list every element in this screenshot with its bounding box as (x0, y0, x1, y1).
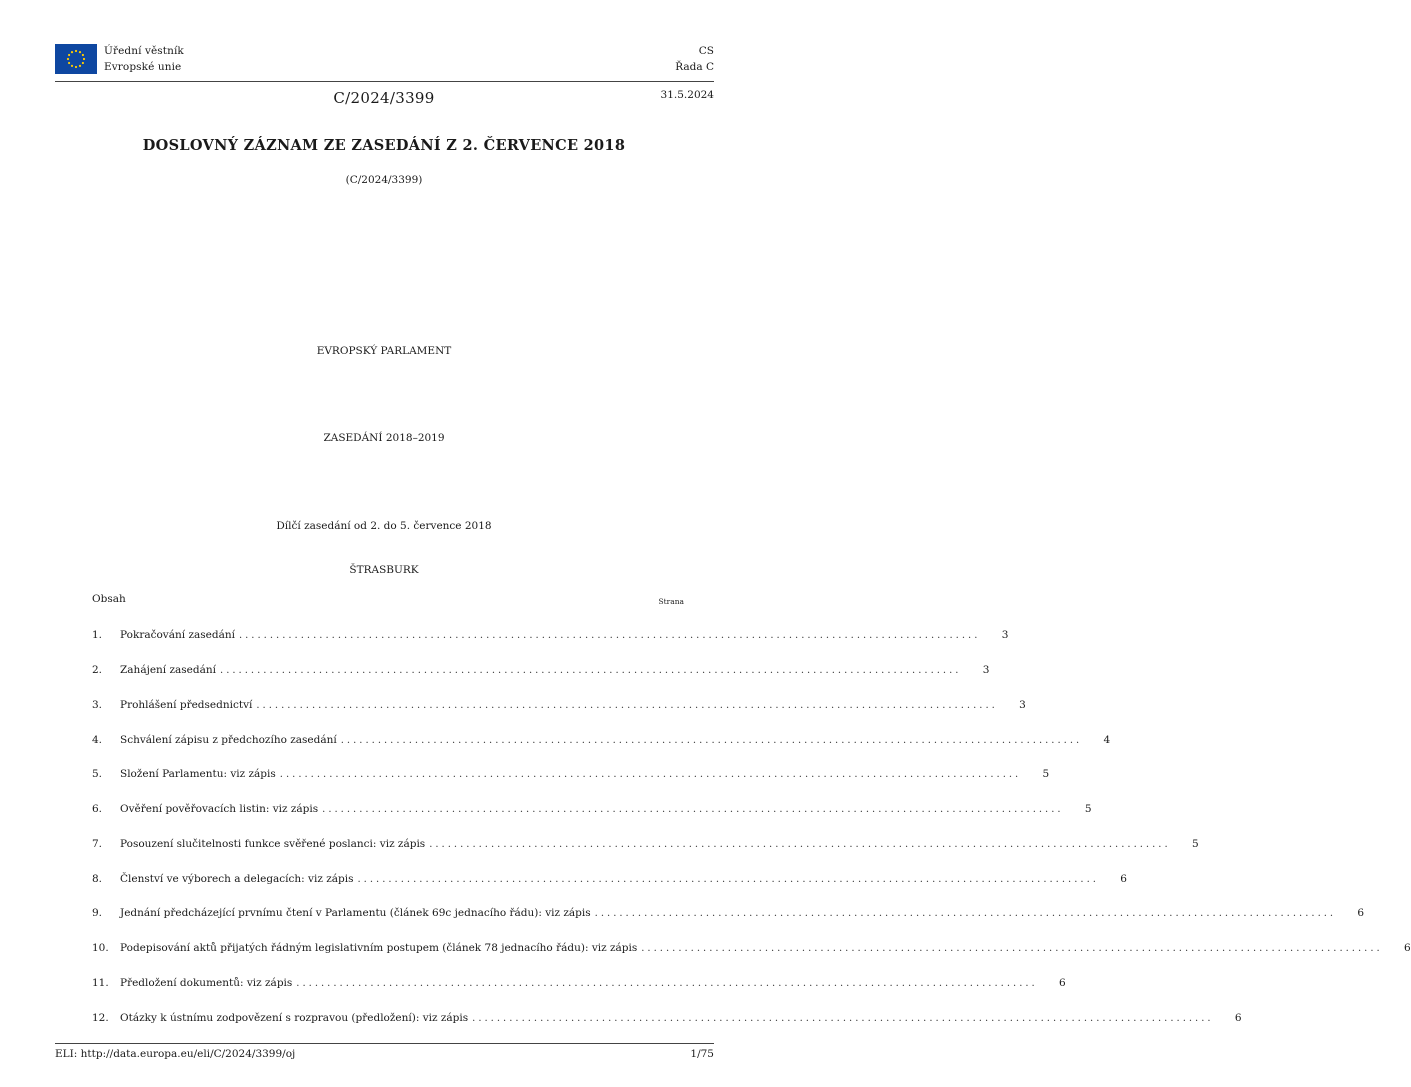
toc-item (92, 838, 1199, 854)
document-reference: (C/2024/3399) (345, 174, 423, 186)
journal-name-line1: Úřední věstník (104, 45, 184, 57)
toc-item-number: 10. (92, 942, 109, 954)
toc-item (92, 873, 1127, 889)
toc-item-page: 6 (1404, 942, 1411, 954)
toc-item-page: 3 (1019, 699, 1026, 711)
toc-item (92, 768, 1050, 784)
header-divider (55, 81, 714, 82)
toc-item-number: 11. (92, 977, 109, 989)
series-label: Řada C (675, 61, 714, 73)
toc-item-page: 5 (1191, 838, 1199, 850)
toc-item-page: 4 (1103, 734, 1111, 746)
toc-item-title: Schválení zápisu z předchozího zasedání (120, 734, 337, 746)
toc-item (92, 803, 1092, 819)
toc-item-number: 9. (92, 907, 103, 919)
toc-item-page: 3 (1001, 629, 1009, 641)
toc-item-number: 2. (92, 664, 103, 676)
toc-item-number: 7. (92, 838, 103, 850)
toc-item-title: Členství ve výborech a delegacích: viz zápis (120, 873, 354, 885)
toc-item (92, 734, 1111, 750)
toc-item-page: 6 (1059, 977, 1066, 989)
toc-item-page: 6 (1234, 1012, 1242, 1024)
toc-item-number: 12. (92, 1012, 109, 1024)
eu-flag-icon (55, 44, 97, 74)
toc-item-page: 5 (1042, 768, 1050, 780)
toc-item-number: 1. (92, 629, 103, 641)
toc-leader-dots: ........................................................................................................................ (472, 1013, 1214, 1024)
toc-item-title: Zahájení zasedání (120, 664, 217, 676)
toc-leader-dots: ........................................................................................................................ (238, 630, 981, 641)
toc-leader-dots: ........................................................................................................................ (279, 769, 1022, 780)
language-code: CS (698, 45, 714, 57)
toc-item-title: Ověření pověřovacích listin: viz zápis (120, 803, 319, 815)
eli-link[interactable]: ELI: http://data.europa.eu/eli/C/2024/3399/oj (55, 1048, 296, 1060)
toc-leader-dots: ........................................................................................................................ (220, 665, 962, 676)
toc-item-title: Prohlášení předsednictví (120, 699, 253, 711)
footer-divider (55, 1043, 714, 1044)
toc-item-title: Pokračování zasedání (120, 629, 235, 641)
toc-item-page: 6 (1357, 907, 1365, 919)
session-label: ZASEDÁNÍ 2018–2019 (323, 432, 445, 444)
toc-item-page: 3 (982, 664, 990, 676)
toc-leader-dots: ........................................................................................................................ (641, 943, 1383, 954)
toc-item-number: 4. (92, 734, 103, 746)
toc-item (92, 699, 1026, 715)
toc-leader-dots: ........................................................................................................................ (594, 908, 1337, 919)
toc-item-number: 6. (92, 803, 103, 815)
document-number: C/2024/3399 (333, 89, 435, 107)
institution-name: EVROPSKÝ PARLAMENT (316, 345, 452, 357)
toc-leader-dots: ........................................................................................................................ (256, 700, 998, 711)
document-title: DOSLOVNÝ ZÁZNAM ZE ZASEDÁNÍ Z 2. ČERVENCE 2018 (142, 137, 626, 154)
toc-item-number: 3. (92, 699, 103, 711)
toc-item (92, 907, 1365, 923)
toc-item-title: Posouzení slučitelnosti funkce svěřené poslanci: viz zápis (120, 838, 426, 850)
toc-leader-dots: ........................................................................................................................ (340, 735, 1083, 746)
toc-leader-dots: ........................................................................................................................ (429, 839, 1171, 850)
toc-leader-dots: ........................................................................................................................ (357, 874, 1099, 885)
toc-item-number: 5. (92, 768, 103, 780)
toc-item (92, 664, 990, 680)
toc-item (92, 1012, 1242, 1028)
page-number: 1/75 (690, 1048, 714, 1060)
part-session-label: Dílčí zasedání od 2. do 5. července 2018 (276, 520, 492, 532)
toc-item (92, 629, 1009, 645)
toc-item-page: 5 (1084, 803, 1092, 815)
place-label: ŠTRASBURK (349, 564, 419, 576)
toc-page-heading: Strana (658, 597, 684, 606)
toc-item-title: Otázky k ústnímu zodpovězení s rozpravou (předložení): viz zápis (120, 1012, 469, 1024)
toc-item-number: 8. (92, 873, 103, 885)
toc-item-title: Podepisování aktů přijatých řádným legislativním postupem (článek 78 jednacího řádu): viz zápis (120, 942, 638, 954)
toc-item-title: Předložení dokumentů: viz zápis (120, 977, 293, 989)
toc-heading: Obsah (92, 593, 126, 605)
journal-name-line2: Evropské unie (104, 61, 182, 73)
toc-item-title: Složení Parlamentu: viz zápis (120, 768, 276, 780)
toc-item (92, 977, 1066, 993)
toc-leader-dots: ........................................................................................................................ (296, 978, 1038, 989)
publication-date: 31.5.2024 (660, 89, 714, 101)
toc-leader-dots: ........................................................................................................................ (322, 804, 1064, 815)
toc-item (92, 942, 1411, 958)
toc-item-title: Jednání předcházející prvnímu čtení v Parlamentu (článek 69c jednacího řádu): viz zápis (120, 907, 591, 919)
toc-item-page: 6 (1120, 873, 1127, 885)
